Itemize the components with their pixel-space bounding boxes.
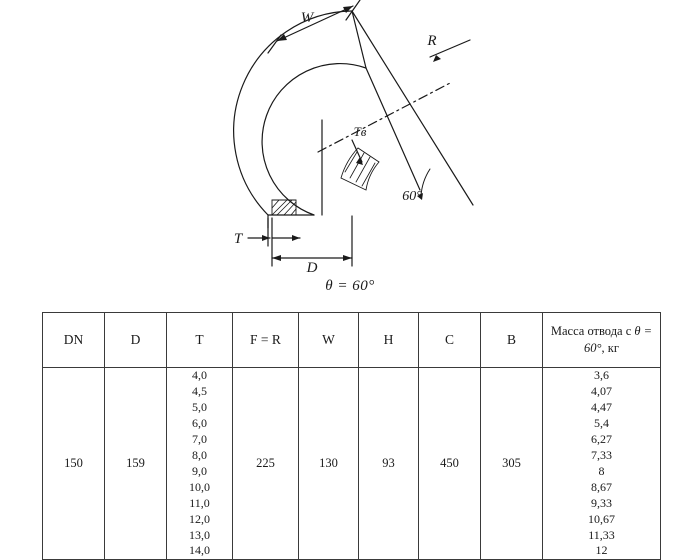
- mass-values-stack: [543, 368, 660, 559]
- w-ext-left: [268, 35, 281, 53]
- cell-c: 450: [419, 368, 481, 560]
- d-arrow-right: [343, 255, 352, 261]
- t-value-10: 13,0: [189, 527, 210, 542]
- cell-f-r: 225: [233, 368, 299, 560]
- cell-t-list: [167, 368, 233, 560]
- label-d: D: [306, 260, 318, 276]
- col-header-b: B: [481, 313, 543, 368]
- label-w: W: [300, 10, 314, 26]
- mass-value-7: 8,67: [591, 479, 612, 494]
- d-arrow-left: [272, 255, 281, 261]
- mass-header-theta: θ = 60°: [584, 324, 653, 355]
- mass-value-3: 5,4: [594, 415, 609, 430]
- cell-w: 130: [299, 368, 359, 560]
- mass-header-pre: с: [625, 324, 635, 339]
- t-arrow-head: [262, 235, 270, 241]
- col-header-dn: DN: [43, 313, 105, 368]
- mass-value-5: 7,33: [591, 447, 612, 462]
- table-header-row: [43, 313, 661, 368]
- mass-header-post: , кг: [601, 341, 619, 355]
- mass-value-1: 4,07: [591, 383, 612, 398]
- t-value-2: 5,0: [192, 399, 207, 414]
- spec-table: [42, 312, 661, 560]
- cell-d: 159: [105, 368, 167, 560]
- outer-arc: [234, 11, 352, 215]
- inner-arc: [262, 64, 366, 215]
- t-value-7: 10,0: [189, 479, 210, 494]
- col-header-w: W: [299, 313, 359, 368]
- t-value-5: 8,0: [192, 447, 207, 462]
- theta-caption: θ = 60°: [325, 278, 375, 294]
- t-values-stack: [167, 368, 232, 559]
- cell-h: 93: [359, 368, 419, 560]
- mass-value-6: 8: [598, 463, 605, 478]
- col-header-mass: [543, 313, 661, 368]
- upper-wall-extension: [366, 68, 420, 190]
- t-value-1: 4,5: [192, 383, 207, 398]
- t-value-4: 7,0: [192, 431, 207, 446]
- spec-table-wrap: [42, 312, 660, 560]
- t-value-6: 9,0: [192, 463, 207, 478]
- r-arrow-head: [433, 55, 441, 62]
- col-header-t: T: [167, 313, 233, 368]
- col-header-c: C: [419, 313, 481, 368]
- label-r: R: [427, 33, 437, 49]
- mass-value-0: 3,6: [594, 368, 609, 382]
- mass-header-line1: Масса отвода: [550, 324, 623, 339]
- col-header-f-r: F = R: [233, 313, 299, 368]
- label-angle-60: 60°: [402, 189, 422, 204]
- label-t: T: [233, 231, 243, 247]
- t-value-3: 6,0: [192, 415, 207, 430]
- mass-value-8: 9,33: [591, 495, 612, 510]
- radius-centerline: [318, 82, 452, 152]
- cell-dn: 150: [43, 368, 105, 560]
- end-face-upper: [352, 11, 366, 68]
- hatch-lines-left: [272, 200, 296, 215]
- w-dimension-line: [277, 6, 353, 41]
- mass-value-10: 11,33: [588, 527, 615, 542]
- cell-b: 305: [481, 368, 543, 560]
- t-value-9: 12,0: [189, 511, 210, 526]
- mass-value-2: 4,47: [591, 399, 612, 414]
- table-row: [43, 368, 661, 560]
- t-value-8: 11,0: [189, 495, 210, 510]
- mass-value-11: 12: [595, 543, 608, 558]
- mass-value-4: 6,27: [591, 431, 612, 446]
- col-header-d: D: [105, 313, 167, 368]
- col-header-h: H: [359, 313, 419, 368]
- t-value-0: 4,0: [192, 368, 207, 382]
- mass-value-9: 10,67: [588, 511, 615, 526]
- label-tb: Tв: [353, 124, 367, 139]
- cell-mass-list: [543, 368, 661, 560]
- t-value-11: 14,0: [189, 543, 210, 558]
